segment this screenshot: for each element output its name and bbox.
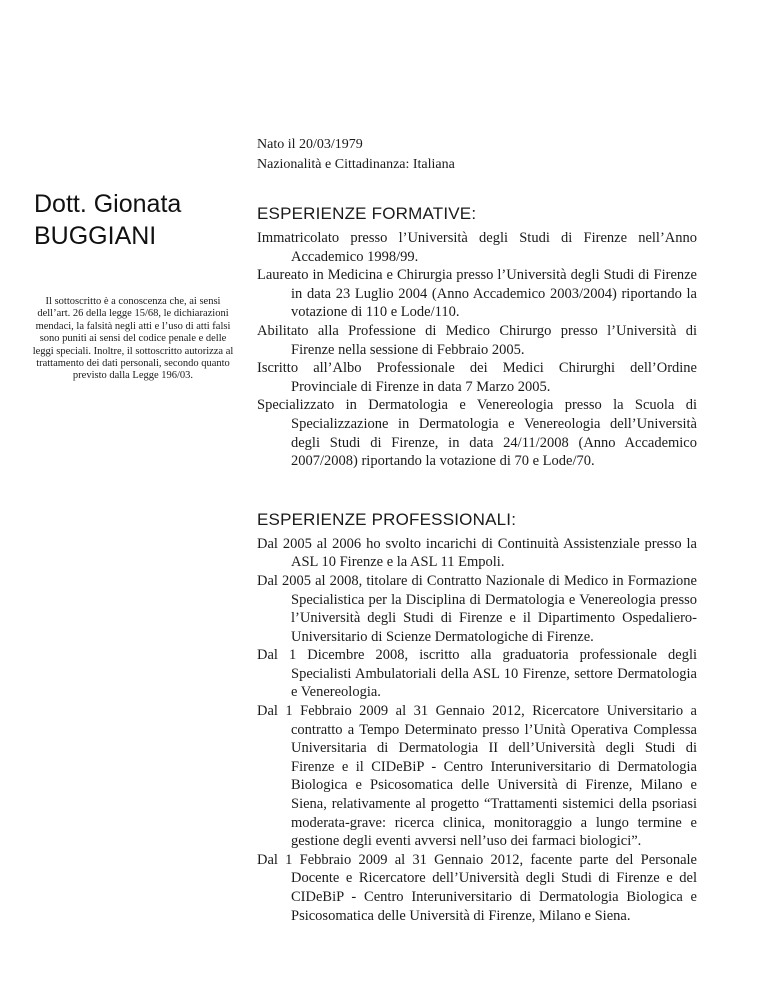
formative-heading: ESPERIENZE FORMATIVE: [257,204,477,223]
professional-entry: Dal 1 Febbraio 2009 al 31 Gennaio 2012, facente parte del Personale Docente e Ricercatore dell’Università degli Studi di Firenze e del CIDeBiP - Centro Interuniversitario di Dermatologia Biologica e Psicosomatica delle Università di Firenze, Milano e Siena. [257,851,697,924]
formative-entry: Laureato in Medicina e Chirurgia presso l’Università degli Studi di Firenze in data 23 Luglio 2004 (Anno Accademico 2003/2004) riportando la votazione di 110 e Lode/110. [257,267,697,321]
formative-list [257,229,697,471]
birth-date: Nato il 20/03/1979 [257,137,363,152]
professional-entry: Dal 2005 al 2008, titolare di Contratto Nazionale di Medico in Formazione Specialistica per la Disciplina di Dermatologia e Venereologia presso l’Università degli Studi di Firenze e il Dipartimento Ospedaliero-Universitario di Scienze Dermatologiche di Firenze. [257,572,697,645]
doctor-title-name: Dott. Gionata [34,190,182,218]
professional-list [257,535,697,925]
sidebar [28,188,238,383]
doctor-surname: BUGGIANI [34,222,157,250]
formative-entry: Immatricolato presso l’Università degli Studi di Firenze nell’Anno Accademico 1998/99. [257,230,697,265]
formative-entry: Specializzato in Dermatologia e Venereologia presso la Scuola di Specializzazione in Dermatologia e Venereologia dell’Università degli Studi di Firenze, in data 24/11/2008 (Anno Accademico 2007/2008) riportando la votazione di 70 e Lode/70. [257,397,697,470]
main-content [257,135,697,925]
professional-entry: Dal 1 Dicembre 2008, iscritto alla graduatoria professionale degli Specialisti Ambulatoriali della ASL 10 Firenze, settore Dermatologia e Venereologia. [257,647,697,701]
nationality: Nazionalità e Cittadinanza: Italiana [257,157,455,172]
professional-heading: ESPERIENZE PROFESSIONALI: [257,509,517,529]
professional-entry: Dal 1 Febbraio 2009 al 31 Gennaio 2012, Ricercatore Universitario a contratto a Tempo Determinato presso l’Unità Operativa Complessa Universitaria di Dermatologia II dell’Università degli Studi di Firenze e il CIDeBiP - Centro Interuniversitario di Dermatologia Biologica e Psicosomatica delle Università di Firenze, Milano e Siena, relativamente al progetto “Trattamenti sistemici della psoriasi moderata-grave: ricerca clinica, monitoraggio a lungo termine e gestione degli eventi avversi nell’uso dei farmaci biologici”. [257,703,697,850]
formative-entry: Abilitato alla Professione di Medico Chirurgo presso l’Università di Firenze nella sessione di Febbraio 2005. [257,322,697,358]
professional-entry: Dal 2005 al 2006 ho svolto incarichi di Continuità Assistenziale presso la ASL 10 Firenze e la ASL 11 Empoli. [257,535,697,571]
privacy-disclaimer: Il sottoscritto è a conoscenza che, ai sensi dell’art. 26 della legge 15/68, le dichiarazioni mendaci, la falsità negli atti e l’uso di atti falsi sono puniti ai sensi del codice penale e delle leggi speciali. Inoltre, il sottoscritto autorizza al trattamento dei dati personali, secondo quanto previsto dalla Legge 196/03. [32,296,234,382]
formative-entry: Iscritto all’Albo Professionale dei Medici Chirurghi dell’Ordine Provinciale di Firenze in data 7 Marzo 2005. [257,360,697,395]
